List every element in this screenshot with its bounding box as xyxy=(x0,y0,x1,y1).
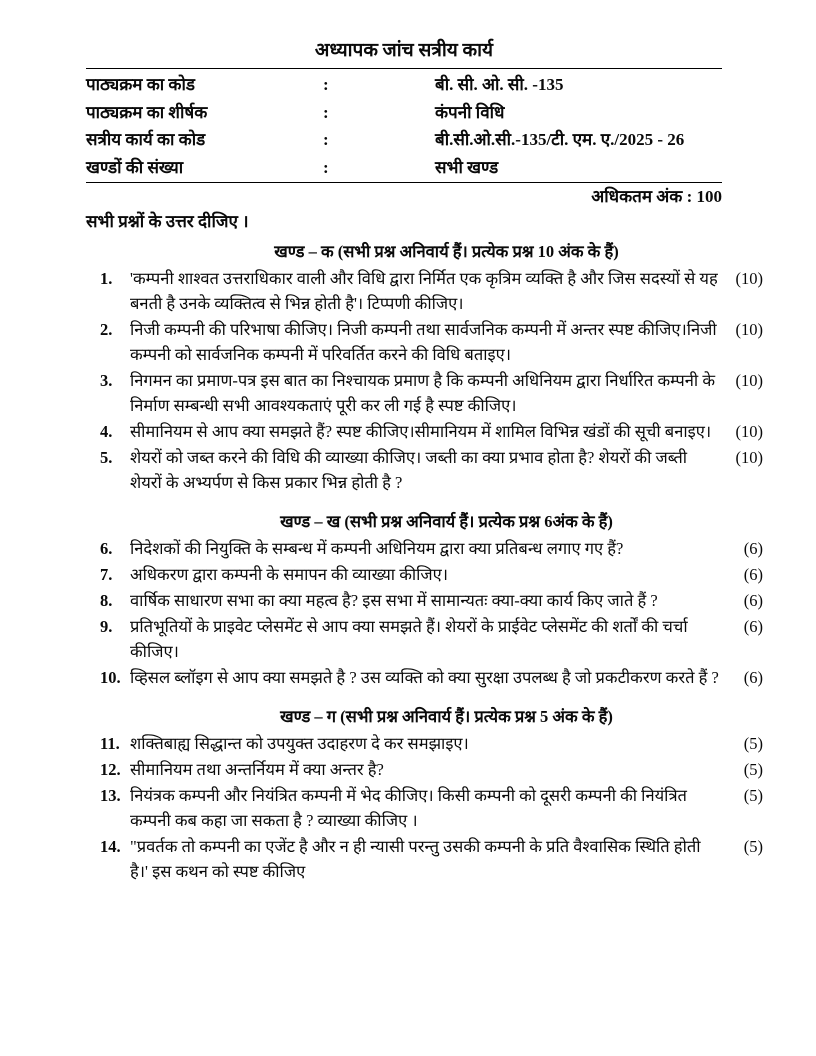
question-number: 11. xyxy=(100,734,120,753)
info-value: कंपनी विधि xyxy=(435,102,505,122)
question-marks: (5) xyxy=(743,734,763,753)
info-value: बी.सी.ओ.सी.-135/टी. एम. ए./2025 - 26 xyxy=(435,130,685,149)
info-separator: : xyxy=(323,157,329,177)
question-row xyxy=(86,783,763,833)
question-marks: (6) xyxy=(743,617,763,636)
question-number: 4. xyxy=(100,422,113,441)
question-row xyxy=(86,588,763,613)
question-number: 14. xyxy=(100,837,121,856)
question-number: 7. xyxy=(100,565,113,584)
question-number: 3. xyxy=(100,371,113,390)
question-marks: (6) xyxy=(743,539,763,558)
question-row xyxy=(86,368,763,418)
question-number: 8. xyxy=(100,591,113,610)
question-row xyxy=(86,266,763,316)
question-row xyxy=(86,419,763,444)
question-marks: (5) xyxy=(743,786,763,805)
question-marks: (10) xyxy=(735,448,763,467)
question-row xyxy=(86,536,763,561)
question-text: व्हिसल ब्लॉइग से आप क्या समझते है ? उस व्यक्ति को क्या सुरक्षा उपलब्ध है जो प्रकटीकरण करते हैं ? xyxy=(130,668,719,687)
question-row xyxy=(86,834,763,884)
question-marks: (10) xyxy=(735,422,763,441)
course-info-table xyxy=(86,69,722,182)
question-text: शेयरों को जब्त करने की विधि की व्याख्या कीजिए। जब्ती का क्या प्रभाव होता है? शेयरों की जब्ती शेयरों के अभ्यर्पण से किस प्रकार भिन्न होती है ? xyxy=(130,448,688,492)
question-marks: (6) xyxy=(743,668,763,687)
answer-all-instruction: सभी प्रश्नों के उत्तर दीजिए । xyxy=(86,212,249,231)
info-value: सभी खण्ड xyxy=(435,157,499,177)
question-text: अधिकरण द्वारा कम्पनी के समापन की व्याख्या कीजिए। xyxy=(130,565,449,584)
question-text: प्रतिभूतियों के प्राइवेट प्लेसमेंट से आप क्या समझते हैं। शेयरों के प्राईवेट प्लेसमेंट की शर्तों की चर्चा कीजिए। xyxy=(130,617,688,661)
info-row-course-code xyxy=(86,71,722,99)
info-separator: : xyxy=(323,102,329,122)
header-block xyxy=(86,34,722,209)
header-bottom-rule xyxy=(86,182,722,183)
question-row xyxy=(86,665,763,690)
question-row xyxy=(86,757,763,782)
question-text: शक्तिबाह्य सिद्धान्त को उपयुक्त उदाहरण दे कर समझाइए। xyxy=(130,734,469,753)
info-value: बी. सी. ओ. सी. -135 xyxy=(435,75,564,94)
question-marks: (10) xyxy=(735,320,763,339)
question-text: निदेशकों की नियुक्ति के सम्बन्ध में कम्पनी अधिनियम द्वारा क्या प्रतिबन्ध लगाए गए हैं? xyxy=(130,539,624,558)
question-text: 'कम्पनी शाश्वत उत्तराधिकार वाली और विधि द्वारा निर्मित एक कृत्रिम व्यक्ति है और जिस सदस्यों से यह बनती है उनके व्यक्तित्व से भिन्न होती है'। टिप्पणी कीजिए। xyxy=(130,269,718,313)
question-marks: (5) xyxy=(743,760,763,779)
question-text: निगमन का प्रमाण-पत्र इस बात का निश्चायक प्रमाण है कि कम्पनी अधिनियम द्वारा निर्धारित कम्पनी के निर्माण सम्बन्धी सभी आवश्यकताएं पूरी कर ली गई है स्पष्ट कीजिए। xyxy=(130,371,716,415)
sections-container xyxy=(86,239,763,884)
question-number: 1. xyxy=(100,269,113,288)
question-marks: (6) xyxy=(743,591,763,610)
info-row-course-title xyxy=(86,99,722,127)
question-row xyxy=(86,445,763,495)
info-row-sections-count xyxy=(86,154,722,182)
question-text: सीमानियम तथा अन्तर्नियम में क्या अन्तर है? xyxy=(130,760,384,779)
question-text: निजी कम्पनी की परिभाषा कीजिए। निजी कम्पनी तथा सार्वजनिक कम्पनी में अन्तर स्पष्ट कीजिए।निजी कम्पनी को सार्वजनिक कम्पनी में परिवर्तित करने की विधि बताइए। xyxy=(130,320,717,364)
question-marks: (5) xyxy=(743,837,763,856)
question-number: 10. xyxy=(100,668,121,687)
section-heading: खण्ड – ग (सभी प्रश्न अनिवार्य हैं। प्रत्येक प्रश्न 5 अंक के हैं) xyxy=(280,707,613,726)
question-row xyxy=(86,614,763,664)
question-number: 5. xyxy=(100,448,113,467)
info-label: सत्रीय कार्य का कोड xyxy=(86,130,206,149)
question-row xyxy=(86,731,763,756)
question-marks: (10) xyxy=(735,371,763,390)
question-text: "प्रवर्तक तो कम्पनी का एजेंट है और न ही न्यासी परन्तु उसकी कम्पनी के प्रति वैश्वासिक स्थिति होती है।' इस कथन को स्पष्ट कीजिए xyxy=(130,837,701,881)
question-row xyxy=(86,562,763,587)
info-label: पाठ्यक्रम का शीर्षक xyxy=(86,102,208,122)
question-number: 2. xyxy=(100,320,113,339)
question-number: 13. xyxy=(100,786,121,805)
max-marks-label: अधिकतम अंक : 100 xyxy=(591,187,722,206)
question-number: 9. xyxy=(100,617,113,636)
info-separator: : xyxy=(323,130,329,149)
info-separator: : xyxy=(323,75,329,94)
question-number: 6. xyxy=(100,539,113,558)
question-marks: (6) xyxy=(743,565,763,584)
section-heading: खण्ड – क (सभी प्रश्न अनिवार्य हैं। प्रत्येक प्रश्न 10 अंक के हैं) xyxy=(274,242,619,261)
question-number: 12. xyxy=(100,760,121,779)
question-text: सीमानियम से आप क्या समझते हैं? स्पष्ट कीजिए।सीमानियम में शामिल विभिन्न खंडों की सूची बनाइए। xyxy=(130,422,712,441)
question-text: वार्षिक साधारण सभा का क्या महत्व है? इस सभा में सामान्यतः क्या-क्या कार्य किए जाते हैं ? xyxy=(130,591,658,610)
question-row xyxy=(86,317,763,367)
info-label: पाठ्यक्रम का कोड xyxy=(86,75,195,94)
question-marks: (10) xyxy=(735,269,763,288)
page-title: अध्यापक जांच सत्रीय कार्य xyxy=(314,40,494,61)
question-text: नियंत्रक कम्पनी और नियंत्रित कम्पनी में भेद कीजिए। किसी कम्पनी को दूसरी कम्पनी की नियंत्रित कम्पनी कब कहा जा सकता है ? व्याख्या कीजिए । xyxy=(130,786,687,830)
section-heading: खण्ड – ख (सभी प्रश्न अनिवार्य हैं। प्रत्येक प्रश्न 6अंक के हैं) xyxy=(280,512,613,531)
info-row-assignment-code xyxy=(86,126,722,154)
info-label: खण्डों की संख्या xyxy=(86,157,184,177)
